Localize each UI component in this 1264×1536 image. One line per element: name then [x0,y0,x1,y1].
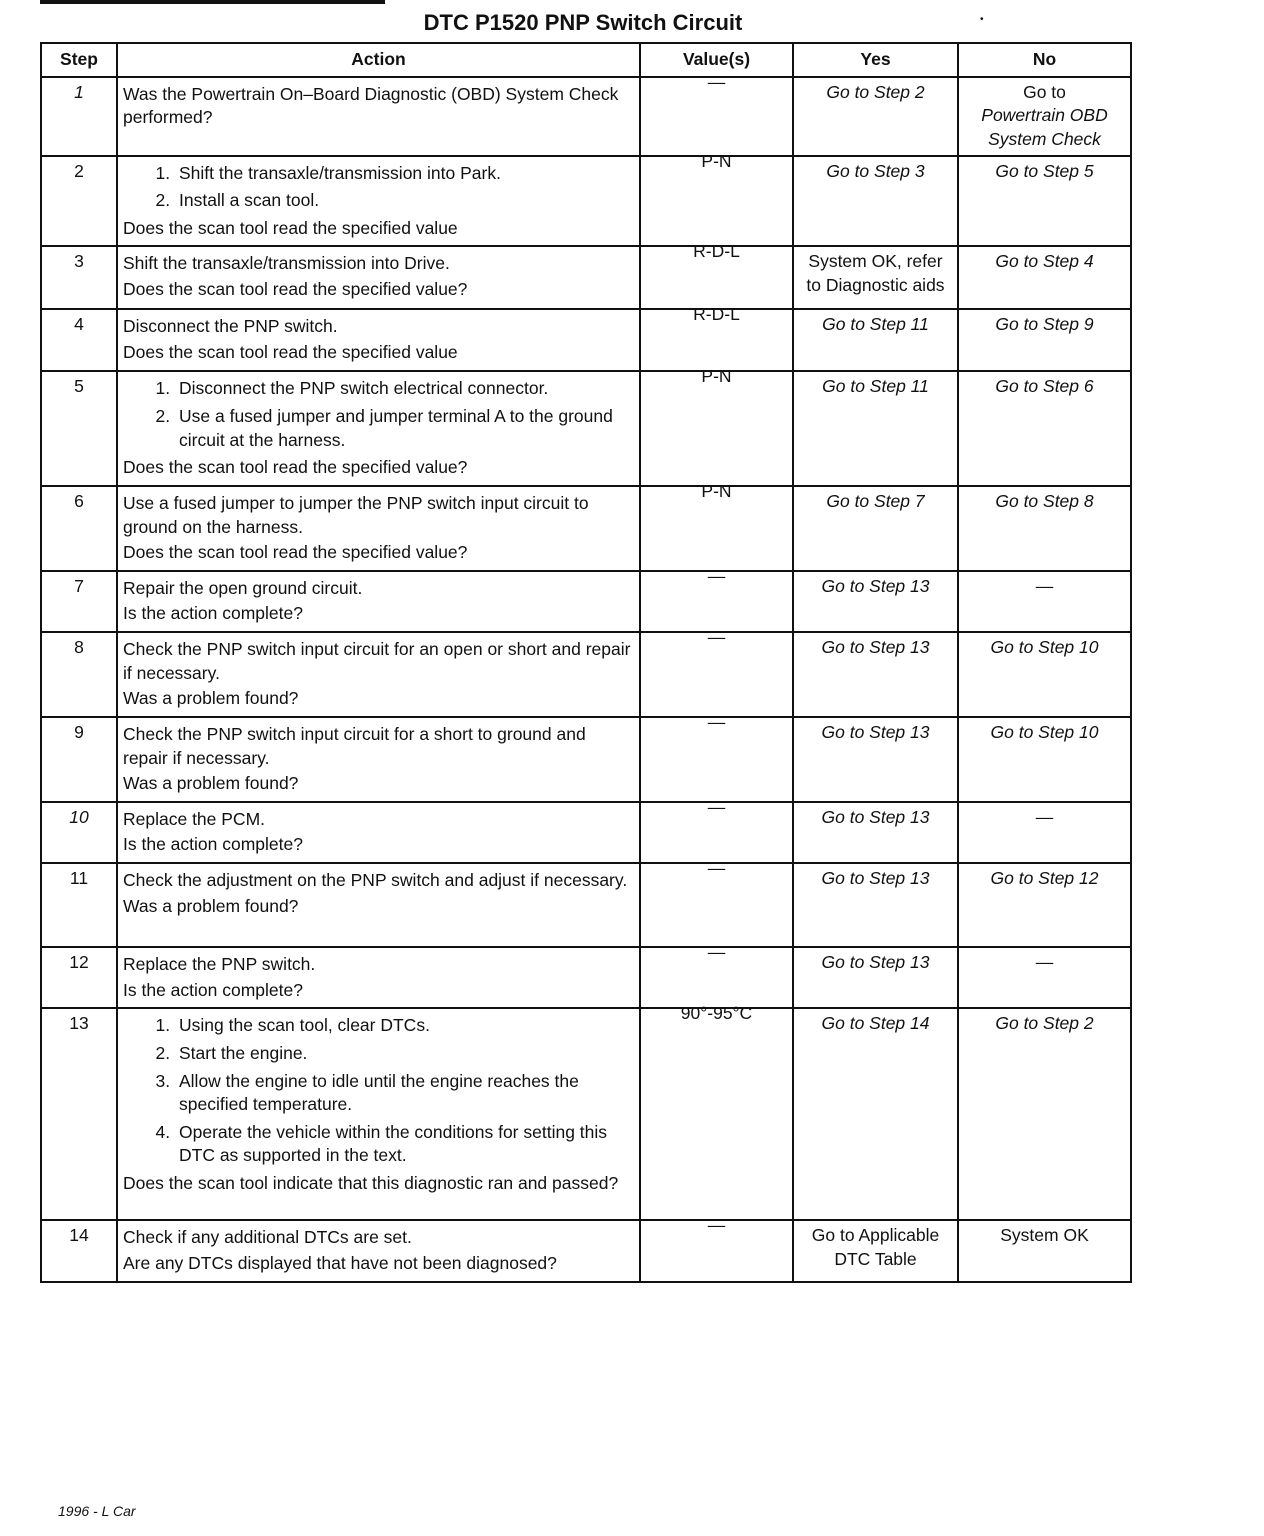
diagnostic-table [40,42,1132,1283]
yes-cell: Go to Step 13 [793,863,958,947]
value-text: R-D-L [693,304,740,325]
action-question: Was a problem found? [123,773,299,794]
value-cell [640,711,793,802]
action-cell [117,77,640,156]
step-number: 4 [41,309,117,371]
table-row [41,156,1131,247]
action-question: Does the scan tool read the specified value? [123,457,468,478]
value-text: — [707,711,726,732]
action-cell [117,947,640,1008]
table-row [41,571,1131,632]
no-cell: Go to Step 10 [958,632,1131,717]
value-cell [640,858,793,947]
no-cell: — [958,802,1131,863]
yes-cell: Go to Step 13 [793,717,958,802]
value-cell [640,796,793,863]
no-cell: System OK [958,1220,1131,1282]
table-row [41,632,1131,717]
yes-cell: Go to Step 7 [793,486,958,571]
value-text: — [707,565,726,586]
footer-label: 1996 - L Car [58,1503,136,1519]
action-question: Does the scan tool read the specified value [123,342,458,362]
yes-cell: Go to Step 13 [793,802,958,863]
step-number: 8 [41,632,117,717]
no-cell: Go to Step 10 [958,717,1131,802]
action-list-item: 3. Allow the engine to idle until the engine reaches the specified temperature. [175,1070,634,1117]
header-action: Action [117,43,640,77]
action-list-item: 1. Disconnect the PNP switch electrical connector. [175,377,634,401]
action-text: Check if any additional DTCs are set. [123,1227,412,1248]
table-row [41,863,1131,947]
value-text: — [707,1215,726,1236]
value-text: P-N [701,366,732,387]
action-cell [117,309,640,371]
yes-cell: Go to Step 11 [793,309,958,371]
action-list-item: 4. Operate the vehicle within the conditions for setting this DTC as supported in the text. [175,1121,634,1168]
yes-cell: Go to Step 11 [793,371,958,486]
action-question: Does the scan tool read the specified value [123,217,458,238]
value-text: 90°-95°C [680,1003,753,1024]
yes-cell: Go to Step 13 [793,632,958,717]
table-row [41,947,1131,1008]
action-text: Use a fused jumper to jumper the PNP switch input circuit to ground on the harness. [123,492,589,537]
action-cell [117,371,640,486]
action-cell [117,571,640,632]
header-step: Step [41,43,117,77]
action-text: Disconnect the PNP switch. [123,316,338,337]
no-cell: — [958,947,1131,1008]
table-row [41,309,1131,371]
action-question: Does the scan tool read the specified value? [123,542,468,563]
table-row [41,77,1131,156]
action-text: Replace the PCM. [123,808,266,829]
yes-cell: Go to Applicable DTC Table [793,1220,958,1282]
table-row [41,486,1131,571]
action-text: Check the PNP switch input circuit for a short to ground and repair if necessary. [123,723,586,768]
top-rule [40,0,385,4]
header-yes: Yes [793,43,958,77]
action-text: Shift the transaxle/transmission into Drive. [123,253,450,274]
no-cell: Go to Step 8 [958,486,1131,571]
action-cell [117,246,640,309]
value-cell [640,942,793,1008]
value-text: — [707,796,726,817]
step-number: 6 [41,486,117,571]
action-cell [117,863,640,947]
no-cell: Go to Step 12 [958,863,1131,947]
value-cell [640,241,793,309]
step-number: 10 [41,802,117,863]
action-question: Was a problem found? [123,688,299,709]
step-number: 7 [41,571,117,632]
table-row [41,1220,1131,1282]
value-text: P-N [701,150,732,171]
step-number: 13 [41,1008,117,1220]
action-cell [117,156,640,247]
action-question: Does the scan tool indicate that this diagnostic ran and passed? [123,1173,619,1193]
value-cell [640,366,793,486]
value-text: — [707,71,726,92]
step-number: 1 [41,77,117,156]
step-number: 11 [41,863,117,947]
action-cell [117,717,640,802]
no-cell: — [958,571,1131,632]
table-row [41,717,1131,802]
action-cell [117,1008,640,1220]
no-cell: Go to Step 4 [958,246,1131,309]
step-number: 3 [41,246,117,309]
header-no: No [958,43,1131,77]
action-list-item: 2. Start the engine. [175,1042,634,1066]
step-number: 5 [41,371,117,486]
yes-cell: Go to Step 3 [793,156,958,247]
no-text-line1: Go to [1023,81,1066,102]
no-cell: Go to Step 6 [958,371,1131,486]
no-cell [958,77,1131,156]
value-cell [640,150,793,247]
action-question: Was a problem found? [123,895,299,916]
header-values: Value(s) [640,43,793,77]
table-row [41,371,1131,486]
no-cell: Go to Step 5 [958,156,1131,247]
action-list-item: 1. Shift the transaxle/transmission into Park. [175,162,634,186]
speck-dot: • [980,14,984,25]
step-number: 14 [41,1220,117,1282]
action-text: Replace the PNP switch. [123,954,316,974]
action-cell [117,1220,640,1282]
action-text: Repair the open ground circuit. [123,577,363,598]
step-number: 2 [41,156,117,247]
action-text: Check the adjustment on the PNP switch and adjust if necessary. [123,870,628,890]
value-cell [640,480,793,571]
value-cell [640,71,793,156]
table-row [41,802,1131,863]
action-question: Is the action complete? [123,834,303,855]
value-text: — [707,858,726,878]
no-text-line2: Powertrain OBD System Check [981,105,1108,149]
action-list-item: 2. Use a fused jumper and jumper terminal A to the ground circuit at the harness. [175,405,634,452]
value-text: — [707,627,726,647]
value-cell [640,1003,793,1220]
yes-cell: Go to Step 2 [793,77,958,156]
action-list-item: 2. Install a scan tool. [175,189,634,213]
yes-cell: Go to Step 14 [793,1008,958,1220]
action-list-item: 1. Using the scan tool, clear DTCs. [175,1014,634,1038]
value-cell [640,627,793,717]
action-text: Check the PNP switch input circuit for an open or short and repair if necessary. [123,639,631,683]
action-question: Is the action complete? [123,979,303,1000]
action-question: Is the action complete? [123,603,303,624]
header-row [41,43,1131,77]
action-question: Are any DTCs displayed that have not been diagnosed? [123,1252,557,1273]
value-cell [640,565,793,632]
action-cell [117,802,640,863]
table-row [41,246,1131,309]
step-number: 9 [41,717,117,802]
value-text: P-N [701,480,732,501]
yes-cell: Go to Step 13 [793,947,958,1008]
action-question: Does the scan tool read the specified value? [123,279,468,299]
yes-cell: System OK, refer to Diagnostic aids [793,246,958,309]
page-title: DTC P1520 PNP Switch Circuit [423,10,743,35]
step-number: 12 [41,947,117,1008]
value-cell [640,304,793,371]
action-cell [117,486,640,571]
value-text: R-D-L [693,241,740,262]
table-row [41,1008,1131,1220]
yes-cell: Go to Step 13 [793,571,958,632]
action-text: Was the Powertrain On–Board Diagnostic (OBD) System Check performed? [123,83,619,128]
no-cell: Go to Step 9 [958,309,1131,371]
value-text: — [707,942,726,962]
no-cell: Go to Step 2 [958,1008,1131,1220]
action-cell [117,632,640,717]
value-cell [640,1215,793,1282]
